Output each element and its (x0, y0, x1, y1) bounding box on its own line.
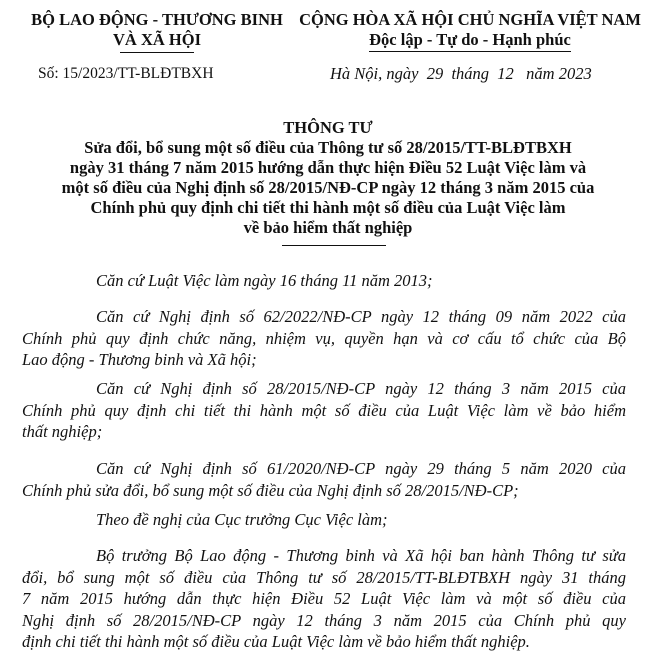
national-motto: Độc lập - Tự do - Hạnh phúc (369, 30, 571, 52)
preamble-paragraph (22, 458, 626, 501)
ministry-name-line2: VÀ XÃ HỘI (112, 30, 201, 49)
preamble-line: Theo đề nghị của Cục trưởng Cục Việc làm; (96, 510, 388, 529)
place-and-date: Hà Nội, ngày 29 tháng 12 năm 2023 (330, 64, 592, 83)
preamble-line: Chính phủ sửa đổi, bổ sung một số điều của Nghị định số 28/2015/NĐ-CP; (22, 480, 519, 500)
agency-divider (120, 52, 194, 53)
preamble-paragraph (22, 545, 626, 653)
preamble-paragraph (22, 378, 626, 443)
subject-line: ngày 31 tháng 7 năm 2015 hướng dẫn thực hiện Điều 52 Luật Việc làm và (69, 158, 587, 177)
document-type: THÔNG TƯ (283, 118, 373, 137)
subject-line: Chính phủ quy định chi tiết thi hành một số điều của Luật Việc làm (90, 198, 566, 217)
subject-line: về bảo hiểm thất nghiệp (243, 218, 413, 237)
subject-divider (282, 245, 386, 246)
state-name: CỘNG HÒA XÃ HỘI CHỦ NGHĨA VIỆT NAM (299, 10, 641, 29)
preamble-line: định chi tiết thi hành một số điều của Luật Việc làm về bảo hiểm thất nghiệp. (22, 632, 530, 651)
preamble-line: Căn cứ Nghị định số 61/2020/NĐ-CP ngày 29 tháng 5 năm 2020 của (96, 459, 626, 478)
document-number: Số: 15/2023/TT-BLĐTBXH (38, 65, 214, 82)
preamble-line: Chính phủ quy định chức năng, nhiệm vụ, quyền hạn và cơ cấu tổ chức của Bộ (22, 328, 626, 348)
preamble-line: Căn cứ Nghị định số 62/2022/NĐ-CP ngày 12 tháng 09 năm 2022 của (96, 307, 626, 326)
preamble-line: đổi, bổ sung một số điều của Thông tư số 28/2015/TT-BLĐTBXH ngày 31 tháng (22, 567, 626, 587)
preamble-line: Bộ trưởng Bộ Lao động - Thương binh và Xã hội ban hành Thông tư sửa (96, 546, 626, 565)
preamble-line: Nghị định số 28/2015/NĐ-CP ngày 12 tháng 3 năm 2015 của Chính phủ quy (22, 610, 626, 630)
preamble-line: Lao động - Thương binh và Xã hội; (22, 350, 257, 369)
preamble-line: 7 năm 2015 hướng dẫn thực hiện Điều 52 Luật Việc làm và một số điều của (22, 589, 626, 608)
preamble-line: thất nghiệp; (22, 422, 103, 441)
preamble-paragraph (96, 509, 616, 531)
national-heading (296, 10, 644, 52)
preamble-line: Căn cứ Luật Việc làm ngày 16 tháng 11 năm 2013; (96, 271, 433, 290)
subject-line: Sửa đổi, bổ sung một số điều của Thông tư số 28/2015/TT-BLĐTBXH (84, 138, 572, 157)
preamble-paragraph (22, 306, 626, 371)
document-subject (0, 138, 656, 238)
preamble-line: Chính phủ quy định chi tiết thi hành một số điều của Luật Việc làm về bảo hiểm (22, 400, 626, 420)
issuing-agency (22, 10, 292, 53)
preamble-line: Căn cứ Nghị định số 28/2015/NĐ-CP ngày 12 tháng 3 năm 2015 của (96, 379, 626, 398)
subject-line: một số điều của Nghị định số 28/2015/NĐ-CP ngày 12 tháng 3 năm 2015 của (61, 178, 595, 197)
preamble-paragraph (96, 270, 616, 292)
ministry-name-line1: BỘ LAO ĐỘNG - THƯƠNG BINH (31, 10, 283, 29)
